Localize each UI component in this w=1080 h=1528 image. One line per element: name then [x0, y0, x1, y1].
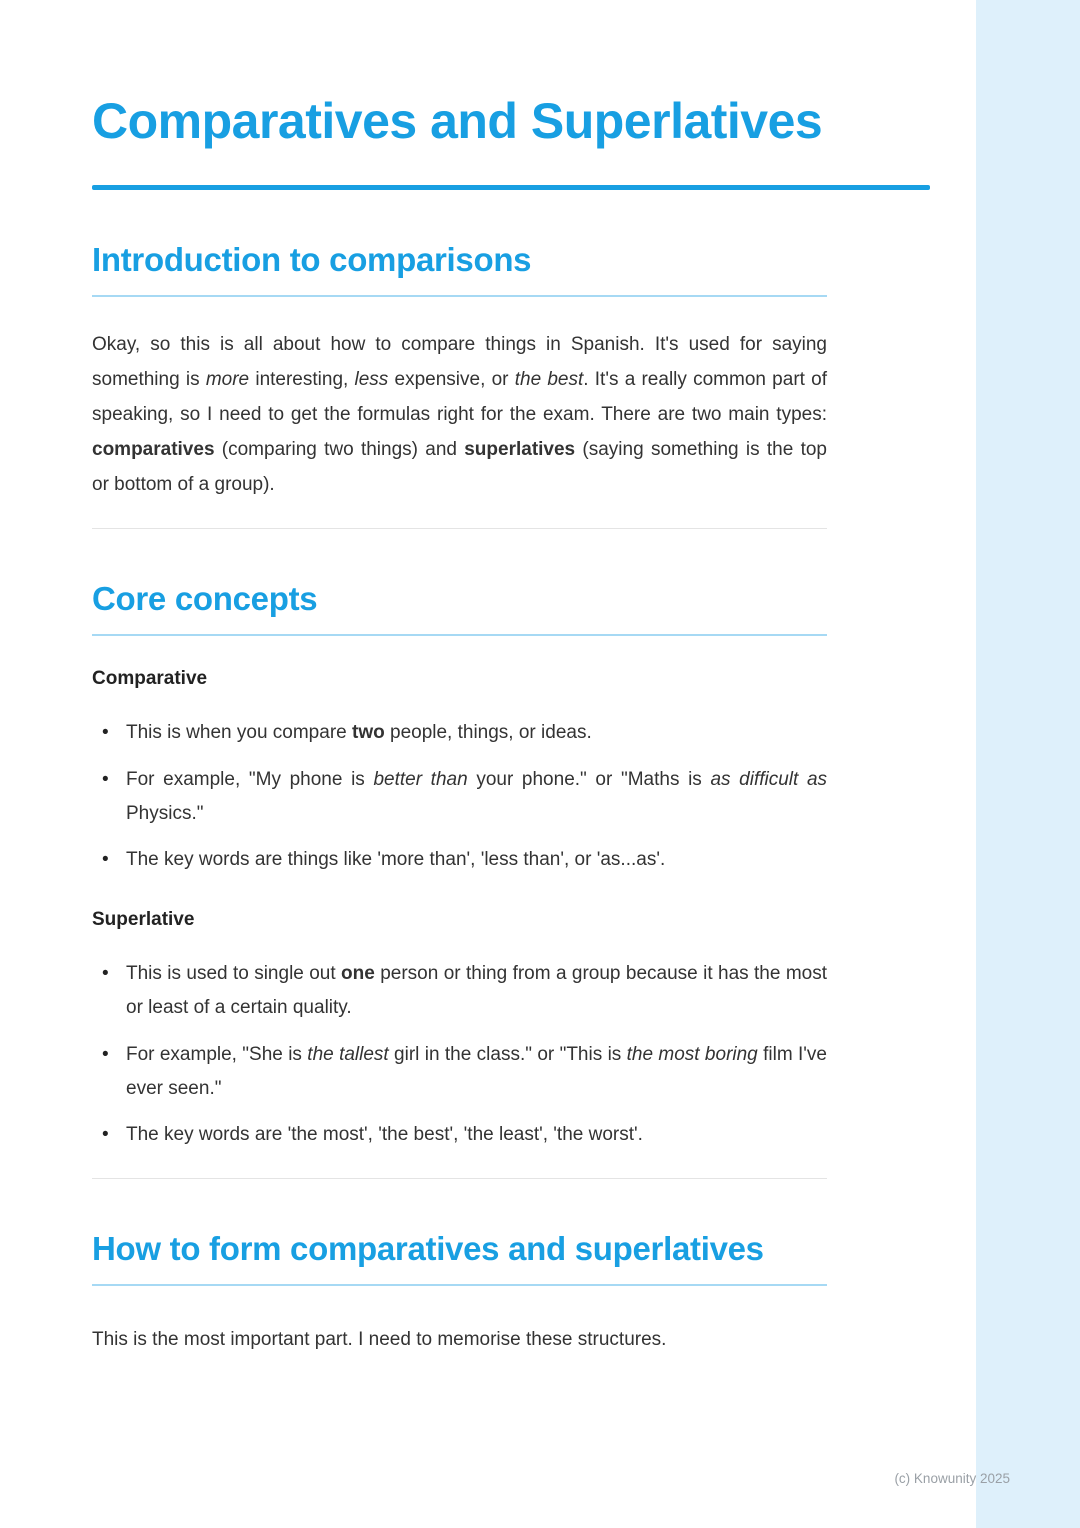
watermark: (c) Knowunity 2025 — [894, 1471, 1010, 1486]
list-item: • The key words are 'the most', 'the best', 'the least', 'the worst'. — [92, 1118, 827, 1152]
section-divider — [92, 528, 827, 529]
section-introduction — [92, 240, 827, 502]
section-how-to-form — [92, 1229, 827, 1357]
form-paragraph: This is the most important part. I need to memorise these structures. — [92, 1328, 667, 1350]
list-item: • The key words are things like 'more than', 'less than', or 'as...as'. — [92, 843, 827, 877]
list-item: • For example, "My phone is better than your phone." or "Maths is as difficult as Physics." — [92, 763, 827, 831]
side-stripe — [976, 0, 1080, 1528]
section-divider — [92, 1178, 827, 1179]
title-rule — [92, 185, 930, 190]
intro-paragraph: Okay, so this is all about how to compare things in Spanish. It's used for saying something is more interesting, less expensive, or the best. It's a really common part of speaking, so I need to get the formulas right for the exam. There are two main types: comparatives (comparing two things) and superlatives (saying something is the top or bottom of a group). — [92, 333, 827, 496]
list-item: • This is used to single out one person or thing from a group because it has the most or least of a certain quality. — [92, 957, 827, 1025]
subheading-comparative: Comparative — [92, 667, 208, 689]
subheading-superlative: Superlative — [92, 909, 195, 931]
section-heading-introduction: Introduction to comparisons — [92, 240, 827, 297]
list-item: • For example, "She is the tallest girl in the class." or "This is the most boring film I've ever seen." — [92, 1038, 827, 1106]
section-heading-how-to-form: How to form comparatives and superlatives — [92, 1229, 827, 1286]
comparative-bullet-list — [92, 716, 827, 877]
section-heading-core-concepts: Core concepts — [92, 579, 827, 636]
page-title: Comparatives and Superlatives — [92, 93, 823, 149]
document-content — [92, 0, 827, 1357]
superlative-bullet-list — [92, 957, 827, 1152]
list-item: • This is when you compare two people, things, or ideas. — [92, 716, 827, 750]
section-core-concepts — [92, 579, 827, 1152]
